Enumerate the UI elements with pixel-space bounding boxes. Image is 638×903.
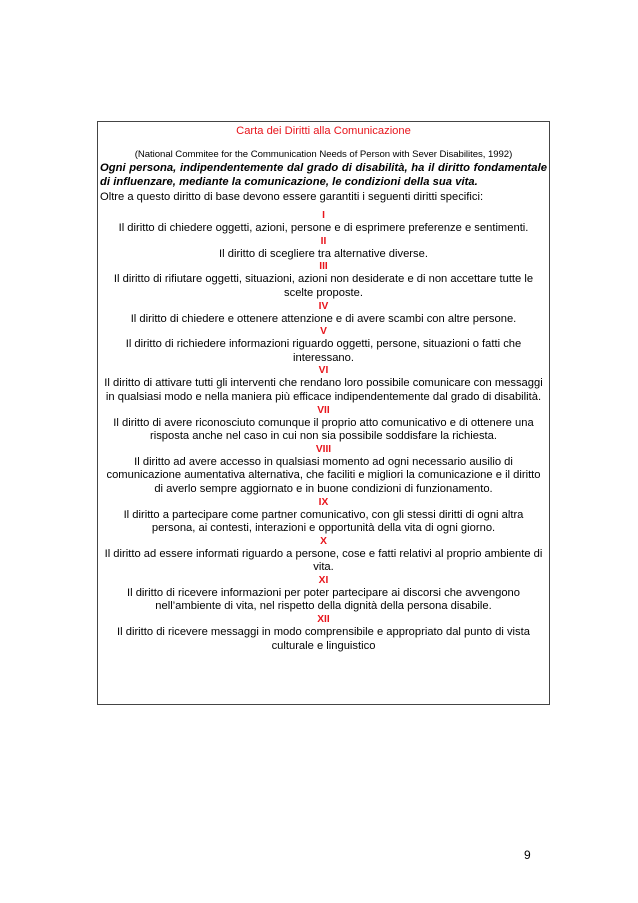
right-text: Il diritto ad avere accesso in qualsiasi momento ad ogni necessario ausilio di comunicazione aumentativa alternativa, che faciliti e migliori la comunicazione e il diritto di averlo sempre aggiornato e in buone condizioni di funzionamento.	[106, 455, 541, 495]
right-item	[100, 575, 547, 614]
right-text: Il diritto di chiedere oggetti, azioni, persone e di esprimere preferenze e sentimenti.	[118, 222, 529, 235]
right-numeral: V	[320, 326, 327, 338]
right-numeral: III	[319, 261, 328, 273]
right-numeral: I	[322, 210, 325, 222]
right-item	[100, 497, 547, 536]
right-text: Il diritto a partecipare come partner comunicativo, con gli stessi diritti di ogni altra persona, ai contesti, interazioni e opportunità della vita di ogni giorno.	[123, 508, 524, 535]
right-numeral: II	[320, 235, 327, 247]
right-text: Il diritto di scegliere tra alternative diverse.	[219, 247, 428, 260]
right-text: Il diritto di avere riconosciuto comunque il proprio atto comunicativo e di ottenere una risposta anche nel caso in cui non sia possibile soddisfare la richiesta.	[113, 416, 534, 443]
right-item	[100, 405, 547, 444]
right-numeral: X	[320, 535, 327, 547]
right-item	[100, 365, 547, 404]
right-numeral: IX	[318, 496, 329, 508]
right-text: Il diritto di ricevere messaggi in modo comprensibile e appropriato dal punto di vista culturale e linguistico	[117, 626, 530, 652]
right-item	[100, 536, 547, 575]
rights-charter-box	[97, 121, 550, 705]
right-numeral: VIII	[315, 443, 332, 455]
right-numeral: VI	[318, 365, 329, 377]
right-item	[100, 210, 547, 236]
right-item	[100, 326, 547, 365]
rights-intro: Oltre a questo diritto di base devono essere garantiti i seguenti diritti specifici:	[100, 191, 484, 204]
right-numeral: XI	[318, 574, 329, 586]
right-text: Il diritto di attivare tutti gli interventi che rendano loro possibile comunicare con messaggi in qualsiasi modo e nella maniera più efficace indipendentemente dal grado di disabilità.	[104, 377, 543, 403]
right-item	[100, 261, 547, 300]
document-source: (National Commitee for the Communication Needs of Person with Sever Disabilites, 1992)	[134, 149, 513, 160]
right-text: Il diritto di richiedere informazioni riguardo oggetti, persone, situazioni o fatti che interessano.	[125, 338, 522, 364]
right-item	[100, 236, 547, 262]
document-title: Carta dei Diritti alla Comunicazione	[236, 125, 411, 137]
right-text: Il diritto di rifiutare oggetti, situazioni, azioni non desiderate e di non accettare tutte le scelte proposte.	[113, 273, 534, 299]
right-numeral: VII	[317, 404, 330, 416]
right-text: Il diritto ad essere informati riguardo a persone, cose e fatti relativi al proprio ambiente di vita.	[104, 547, 543, 574]
right-text: Il diritto di ricevere informazioni per poter partecipare ai discorsi che avvengono nell’ambiente di vita, nel rispetto della dignità della persona disabile.	[127, 586, 520, 613]
right-item	[100, 301, 547, 327]
fundamental-principle: Ogni persona, indipendentemente dal grado di disabilità, ha il diritto fondamentale di influenzare, mediante la comunicazione, le condizioni della sua vita.	[100, 162, 547, 188]
page-number: 9	[524, 848, 531, 862]
right-numeral: XII	[317, 614, 330, 626]
rights-list	[100, 210, 547, 653]
right-item	[100, 614, 547, 653]
right-numeral: IV	[318, 300, 329, 312]
right-text: Il diritto di chiedere e ottenere attenzione e di avere scambi con altre persone.	[130, 312, 517, 325]
right-item	[100, 444, 547, 497]
